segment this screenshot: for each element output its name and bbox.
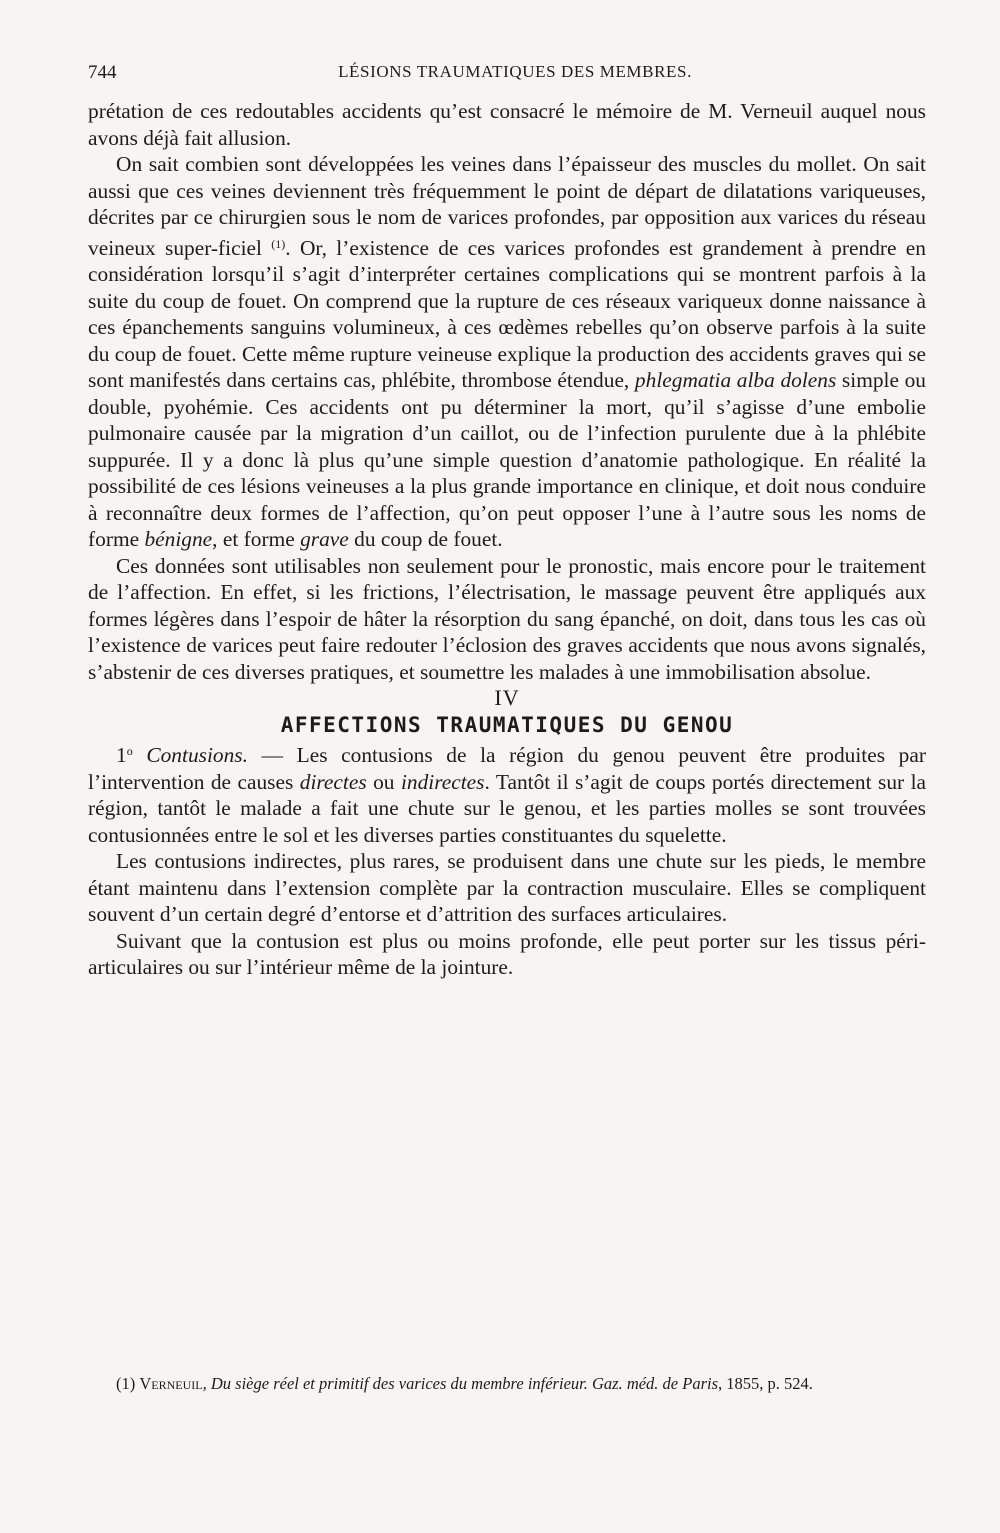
section-title: AFFECTIONS TRAUMATIQUES DU GENOU <box>280 712 734 737</box>
footnote-reference[interactable]: (1) <box>271 236 286 251</box>
form-grave: grave <box>300 527 349 551</box>
body-text <box>88 98 926 981</box>
footnote-title: Du siège réel et primitif des varices du membre inférieur. Gaz. méd. de Paris <box>210 1374 719 1393</box>
footnote: (1) Verneuil, Du siège réel et primitif des varices du membre inférieur. Gaz. méd. de Paris, 1855, p. 524. <box>88 1373 926 1394</box>
paragraph-indirect-contusions: Les contusions indirectes, plus rares, se produisent dans une chute sur les pieds, le membre étant maintenu dans l’extension complète par la contraction musculaire. Elles se compliquent souvent d’un certain degré d’entorse et d’attrition des surfaces articulaires. <box>88 849 926 926</box>
footnote-marker: (1) <box>116 1374 136 1393</box>
section-number: IV <box>494 685 520 710</box>
running-title: LÉSIONS TRAUMATIQUES DES MEMBRES. <box>338 62 692 81</box>
paragraph-depth: Suivant que la contusion est plus ou moins profonde, elle peut porter sur les tissus péri-articulaires ou sur l’intérieur même de la jointure. <box>88 928 926 979</box>
paragraph-contusions: 1$^o$ Contusions. — Les contusions de la région du genou peuvent être produites par l’intervention de causes directes ou indirectes. Tantôt il s’agit de coups portés directement sur la région, tantôt le malade a fait une chute sur le genou, et les parties molles se sont trouvées contusionnées entre le sol et les diverses parties constituantes du squelette. <box>88 743 927 847</box>
contusions-term: Contusions. <box>146 743 248 767</box>
form-benigne: bénigne <box>144 527 213 551</box>
paragraph-varices: On sait combien sont développées les veines dans l’épaisseur des muscles du mollet. On sait aussi que ces veines deviennent très fréquemment le point de départ de dilatations variqueuses, décrites par ce chirurgien sous le nom de varices profondes, par opposition aux varices du réseau veineux super-ficiel $^{(1)}$. Or, l’existence de ces varices profondes est grandement à prendre en considération lorsqu’il s’agit d’interpréter certaines complications qui se montrent parfois à la suite du coup de fouet. On comprend que la rupture de ces réseaux variqueux donne naissance à ces épanchements sanguins volumineux, à ces œdèmes rebelles qu’on observe parfois à la suite du coup de fouet. Cette même rupture veineuse explique la production des accidents graves qui se sont manifestés dans certains cas, phlébite, thrombose étendue, phlegmatia alba dolens simple ou double, pyohémie. Ces accidents ont pu déterminer la mort, qu’il s’agisse d’une embolie pulmonaire causée par la migration d’un caillot, ou de l’infection purulente due à la phlébite suppurée. Il y a donc là plus qu’une simple question d’anatomie pathologique. En réalité la possibilité de ces lésions veineuses a la plus grande importance en clinique, et doit nous conduire à reconnaître deux formes de l’affection, qu’on peut opposer l’une à l’autre sous les noms de forme bénigne, et forme grave du coup de fouet. <box>88 152 926 551</box>
page-header <box>88 62 912 88</box>
latin-term: phlegmatia alba dolens <box>634 368 837 392</box>
paragraph-continuation: prétation de ces redoutables accidents qu’est consacré le mémoire de M. Verneuil auquel nous avons déjà fait allusion. <box>88 99 926 150</box>
page-number: 744 <box>88 62 117 83</box>
footnote-author: Verneuil <box>139 1374 203 1393</box>
paragraph-treatment: Ces données sont utilisables non seulement pour le pronostic, mais encore pour le traitement de l’affection. En effet, si les frictions, l’électrisation, le massage peuvent être appliqués aux formes légères dans l’espoir de hâter la résorption du sang épanché, on doit, dans tous les cas où l’existence de varices peut faire redouter l’éclosion des graves accidents que nous avons signalés, s’abstenir de ces diverses pratiques, et soumettre les malades à une immobilisation absolue. <box>88 553 926 684</box>
footnote-citation: , 1855, p. 524. <box>718 1374 813 1393</box>
